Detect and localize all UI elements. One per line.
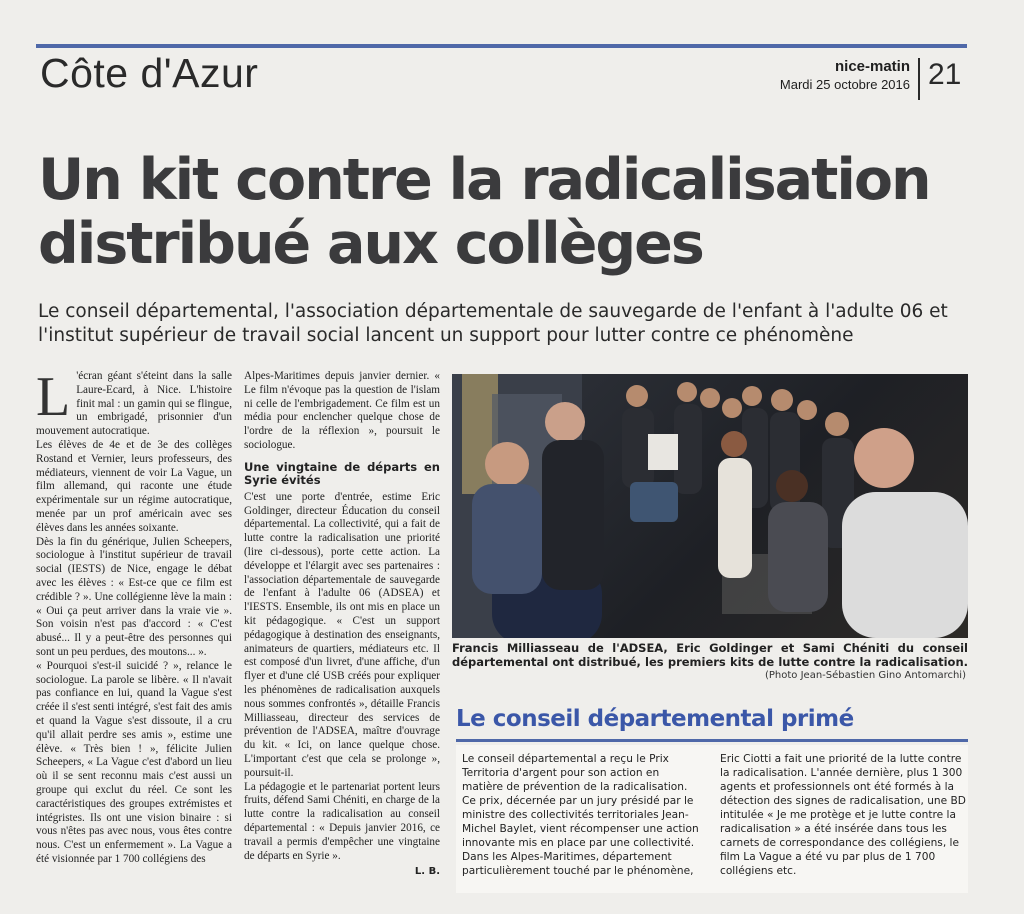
paragraph: Les élèves de 4e et de 3e des collèges Rostand et Vernier, leurs professeurs, des médiateurs, viennent de voir La Vague, un film allemand, qui raconte une étude expérimentale sur un régime autocratique, menée par un prof américain avec ses élèves dans les années soixante. [36,438,232,534]
box-title: Le conseil départemental primé [456,706,854,732]
article-column-2 [244,370,440,879]
article-subhead: Le conseil départemental, l'association départementale de sauvegarde de l'enfant à l'adulte 06 et l'institut supérieur de travail social lancent un support pour lutter contre ce phénomène [38,301,948,346]
photo-credit: (Photo Jean-Sébastien Gino Antomarchi) [765,670,966,681]
newspaper-brand: nice-matin [834,58,910,75]
article-headline: Un kit contre la radicalisation distribué aux collèges [38,147,930,277]
header-separator [918,58,920,100]
page-number: 21 [928,58,962,91]
paragraph: 'écran géant s'éteint dans la salle Laure-Ecard, à Nice. L'histoire finit mal : un gamin qui se flingue, un embrigadé, prisonnier d'un mouvement autocratique. [36,370,232,438]
box-rule [456,739,968,742]
paragraph: « Pourquoi s'est-il suicidé ? », relance le sociologue. La parole se libère. « Il n'avait pas confiance en lui, quand la Vague s'est créée il s'est senti intégré, s'est fait des amis et quand la Vague s'est dissoute, il a cru qu'il allait perdre ses amis », estime une élève. « Très bien ! », félicite Julien Scheepers, « La Vague c'est d'abord un lieu où il se sent reconnu mais c'est aussi un groupe qui exclut du réel. Ce sont les caractéristiques des groupes extrémistes et intégristes. Ils ont une vision binaire : si vous n'êtes pas avec nous, vous êtes contre nous. C'est un enfermement ». La Vague a été visionnée par 1 700 collégiens des [36,659,232,865]
paragraph: La pédagogie et le partenariat portent leurs fruits, défend Sami Chéniti, en charge de la lutte contre la radicalisation au conseil départemental : « Depuis janvier 2016, ce travail a permis d'empêcher une vingtaine de départs en Syrie ». [244,780,440,862]
photo-caption: Francis Milliasseau de l'ADSEA, Eric Goldinger et Sami Chéniti du conseil départemental ont distribué, les premiers kits de lutte contre la radicalisation. [452,641,968,669]
paragraph: Alpes-Maritimes depuis janvier dernier. « Le film n'évoque pas la question de l'islam ni celle de l'embrigadement. Ce film est un média pour enclencher quelque chose de l'ordre de la réflexion », poursuit le sociologue. [244,370,440,451]
paragraph: Dès la fin du générique, Julien Scheepers, sociologue à l'institut supérieur de travail social (IESTS) de Nice, engage le débat avec les élèves : « Est-ce que ce film est crédible ? ». Une collégienne lève la main : « Oui ça peut arriver dans la vraie vie ». Son voisin n'est pas d'accord : « C'est abusé... Il y a peut-être des personnes qui sont un peu perdues, des moutons... ». [36,535,232,658]
author-signature: L. B. [414,866,440,878]
drop-cap: L [36,366,71,428]
group-photo-illustration [452,374,968,638]
paragraph: Le conseil départemental a reçu le Prix Territoria d'argent pour son action en matière de prévention de la radicalisation. Ce prix, décernée par un jury présidé par le ministre des collectivités territoriales Jean-Michel Baylet, vient récompenser une action innovante mis en place par une collectivité. Dans les Alpes-Maritimes, département particulièrement touché par le phénomène, [462,753,699,877]
box-column-1 [462,752,702,878]
article-interhead: Une vingtaine de départs en Syrie évités [244,459,440,487]
paragraph: Eric Ciotti a fait une priorité de la lutte contre la radicalisation. L'année dernière, plus 1 300 agents et professionnels ont été formés à la détection des signes de radicalisation, une BD intitulée « Je me protège et je lutte contre la radicalisation » a été insérée dans tous les carnets de correspondance des collégiens, le film La Vague a été vu par plus de 1 700 collégiens etc. [720,753,966,877]
article-photo [452,374,968,638]
paragraph: C'est une porte d'entrée, estime Eric Goldinger, directeur Éducation du conseil départemental. La collectivité, qui a fait de lutte contre la radicalisation une priorité (lire ci-dessous), porte cette action. La développe et l'élargit avec ses partenaires : l'association départementale de sauvegarde de l'enfant à l'adulte 06 (ADSEA) et l'IESTS. Ensemble, ils ont mis en place un kit pédagogique. « C'est un support pédagogique à destination des enseignants, animateurs de quartiers, médiateurs etc. Il est composé d'un livret, d'une affiche, d'un flyer et d'une clé USB créés pour expliquer les phénomènes de radicalisation auxquels nous sommes confrontés », détaille Francis Milliasseau, directeur des services de prévention de l'ADSEA, maître d'ouvrage du kit. « Ici, on lance quelque chose. L'important c'est que cela se prolonge », poursuit-il. [244,490,440,779]
box-column-2 [720,752,966,878]
section-title: Côte d'Azur [40,50,259,96]
article-column-1 [36,366,232,867]
issue-date: Mardi 25 octobre 2016 [779,77,910,92]
header-rule [36,44,967,48]
